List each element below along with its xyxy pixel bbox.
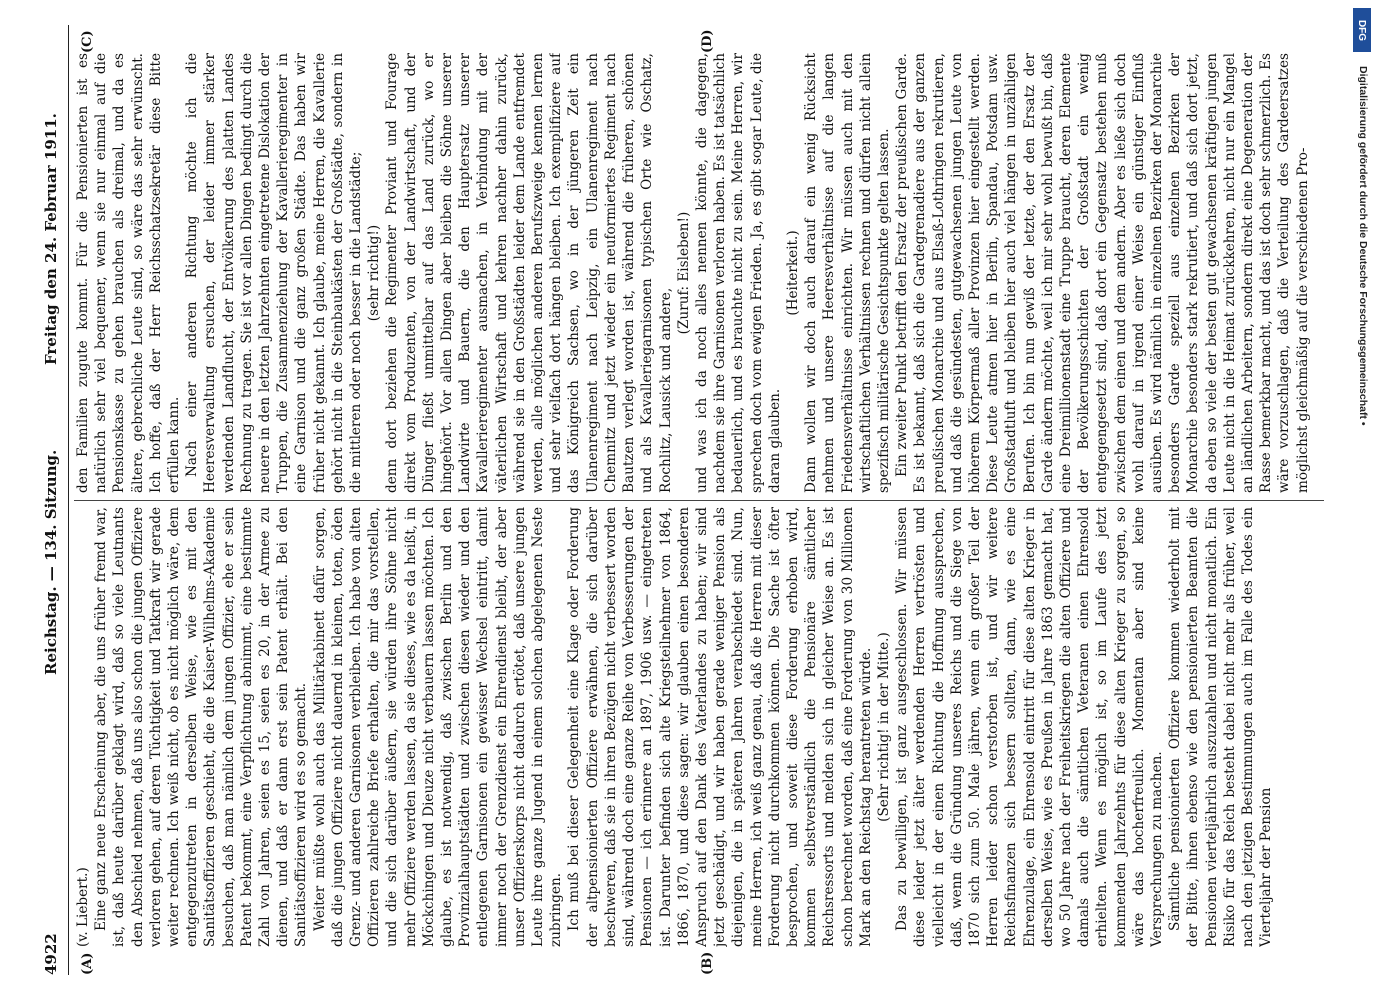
paragraph: Eine ganz neue Erscheinung aber, die uns früher fremd war, ist, daß heute darüber geklagt wird, daß so viele Leutnants den Abschied nehmen, daß uns also schon die jungen Offiziere verloren gehen, auf deren Tüchtigkeit und Tatkraft wir gerade weiter rechnen. Ich weiß nicht, ob es nicht möglich wäre, dem entgegenzutreten in derselben Weise, wie es mit den Sanitätsoffizieren geschieht, die die Kaiser-Wilhelms-Akademie besuchen, daß man nämlich dem jungen Offizier, ehe er sein Patent bekommt, eine Verpflichtung abnimmt, eine bestimmte Zahl von Jahren, seien es 15, seien es 20, in der Armee zu dienen, und daß er dann erst sein Patent erhält. Bei den Sanitätsoffizieren wird es so gemacht. [93, 507, 310, 947]
paragraph: Weiter müßte wohl auch das Militärkabinett dafür sorgen, daß die jungen Offiziere nicht dauernd in kleinen, toten, öden Grenz- und anderen Garnisonen verbleiben. Ich habe von alten Offizieren zahlreiche Briefe erhalten, die mir das vorstellen, und die sich darüber äußern, sie würden ihre Söhne nicht mehr Offiziere werden lassen, da sie dieses, wie es da heißt, in Möckchingen und Dieuze nicht verbauern lassen möchten. Ich glaube, es ist notwendig, daß zwischen Berlin und den Provinzialhauptstädten und zwischen diesen wieder und den entlegenen Garnisonen ein gewisser Wechsel eintritt, damit immer noch der Grenzdienst ein Ehrendienst bleibt, der aber unser Offizierskorps nicht dadurch ertötet, daß unsere jungen Leute ihre ganze Jugend in einem solchen abgelegenen Neste zubringen. [311, 507, 565, 947]
paragraph: Ich muß bei dieser Gelegenheit eine Klage oder Forderung der altpensionierten Offiziere erwähnen, die sich darüber beschweren, daß sie in ihren Bezügen nicht verbessert worden sind, während doch eine ganze Reihe von Verbesserungen der Pensionen — ich erinnere an 1897, 1906 usw. — eingetreten ist. Darunter befinden sich alte Kriegsteilnehmer von 1864, 1866, 1870, und diese sagen: wir glauben einen besonderen Anspruch auf den Dank des Vaterlandes zu haben; wir sind jetzt geschädigt, und wir haben gerade weniger Pension als diejenigen, die in späteren Jahren verabschiedet sind. Nun, meine Herren, ich weiß ganz genau, daß die Herren mit dieser Forderung nicht durchkommen können. Die Sache ist öfter besprochen, und soweit diese Forderung erhoben wird, kommen selbstverständlich die Pensionäre sämtlicher Reichsressorts und melden sich in gleicher Weise an. Es ist schon berechnet worden, daß eine Forderung von 30 Millionen Mark an den Reichstag herantreten würde. [566, 507, 874, 947]
paragraph: den Familien zugute kommt. Für die Pensionierten ist es natürlich sehr viel bequemer, wenn sie nur einmal auf die Pensionskasse zu gehen brauchen als dreimal, und da es ältere, gebrechliche Leute sind, so wäre das sehr erwünscht. Ich hoffe, daß der Herr Reichsschatzsekretär diese Bitte erfüllen kann. [75, 53, 183, 493]
column-divider [74, 500, 1324, 501]
interjection: (sehr richtig!) [366, 224, 383, 322]
rotated-page-content [40, 25, 1336, 975]
interjection: (Zuruf: Eisleben!) [675, 211, 692, 335]
header-right-date: Freitag den 24. Februar 1911. [42, 113, 60, 365]
paragraph: Nach einer anderen Richtung möchte ich die Heeresverwaltung ersuchen, der leider immer stärker werdenden Landflucht, der Entvölkerung des platten Landes Rechnung zu tragen. Sie ist vor allen Dingen bedingt durch die neuere in den letzten Jahrzehnten eingetretene Dislokation der Truppen, die Zusammenziehung der Kavallerieregimenter in eine Garnison und die ganz großen Städte. Das haben wir früher nicht gekannt. Ich glaube, meine Herren, die Kavallerie gehört nicht in die Steinbaukästen der Großstädte, sondern in die mittleren oder noch besser in die Landstädte; [184, 53, 365, 493]
digitization-credit [1349, 8, 1379, 908]
page-header [40, 25, 64, 975]
margin-mark-c: (C) [80, 30, 95, 53]
right-text-column [74, 53, 1324, 493]
speaker-name: (v. Liebert.) [75, 867, 91, 947]
paragraph: denn dort beziehen die Regimenter Proviant und Fourage direkt vom Produzenten, von der Landwirtschaft, und der Dünger fließt unmittelbar auf das Land zurück, wo er hingehört. Vor allen Dingen aber bleiben die Söhne unserer Landwirte und Bauern, die den Hauptersatz unserer Kavallerieregimenter ausmachen, in Verbindung mit der väterlichen Wirtschaft und kehren nachher dahin zurück, während sie in den Großstädten leider dem Lande entfremdet werden, alle möglichen anderen Berufszweige kennen lernen und sehr vielfach dort hängen bleiben. Ich exemplifiziere auf das Königreich Sachsen, wo in der jüngeren Zeit ein Ulanenregiment nach Leipzig, ein Ulanenregiment nach Chemnitz und jetzt wieder ein neuformiertes Regiment nach Bautzen verlegt worden ist, während die früheren, schönen und als Kavalleriegarnisonen typischen Orte wie Oschatz, Rochlitz, Lausick und andere, [384, 53, 674, 493]
dfg-logo-icon: DFG [1353, 8, 1371, 52]
margin-mark-b: (B) [700, 951, 715, 975]
page-number: 4922 [42, 933, 60, 975]
margin-mark-d: (D) [700, 29, 715, 53]
credit-text: Digitalisierung gefördert durch die Deutsche Forschungsgemeinschaft • [1357, 66, 1369, 426]
margin-mark-a: (A) [80, 952, 95, 975]
paragraph: Das zu bewilligen, ist ganz ausgeschlossen. Wir müssen diese leider jetzt älter werdenden Herren vertrösten und vielleicht in der einen Richtung die Hoffnung aussprechen, daß, wenn die Gründung unseres Reichs und die Siege von 1870 sich zum 50. Male jähren, wenn ein großer Teil der Herren leider schon verstorben ist, und wir weitere Reichsfinanzen sich bessern sollten, dann, wie es eine Ehrenzulage, ein Ehrensold eintritt für diese alten Krieger in derselben Weise, wie es Preußen in Jahre 1863 gemacht hat, wo 50 Jahre nach der Freiheitskriegen die alten Offiziere und damals auch die sämtlichen Veteranen einen Ehrensold erhielten. Wenn es möglich ist, so im Laufe des jetzt kommenden Jahrzehnts für diese alten Krieger zu sorgen, so wäre das hocherfreulich. Momentan aber sind keine Versprechungen zu machen. [894, 507, 1165, 947]
interjection: (Sehr richtig! in der Mitte.) [875, 632, 892, 822]
paragraph: Sämtliche pensionierten Offiziere kommen wiederholt mit der Bitte, ihnen ebenso wie den pensionierten Beamten die Pensionen vierteljährlich auszuzahlen und nicht monatlich. Ein Risiko für das Reich besteht dabei nicht mehr als früher, weil nach den jetzigen Bestimmungen auch im Falle des Todes ein Vierteljahr der Pension [1167, 507, 1275, 947]
header-left-title: Reichstag. — 134. Sitzung. [42, 449, 60, 675]
paragraph: Ein zweiter Punkt betrifft den Ersatz der preußischen Garde. Es ist bekannt, daß sich die Gardegrenadiere aus der ganzen preußischen Monarchie und aus Elsaß-Lothringen rekrutieren, und daß die gesündesten, gutgewachsenen jungen Leute von höherem Körpermaß aller Provinzen hier eingestellt werden. Diese Leute atmen hier in Berlin, Spandau, Potsdam usw. Großstadtluft und bleiben hier auch viel hängen in unzähligen Berufen. Ich bin nun gewiß der letzte, der den Ersatz der Garde ändern möchte, weil ich mir sehr wohl bewußt bin, daß eine Dreimillionenstadt eine Truppe braucht, deren Elemente der Bevölkerungsschichten der Großstadt ein wenig entgegengesetzt sind, daß dort ein Gegensatz bestehen muß zwischen dem einen und dem andern. Aber es ließe sich doch wohl darauf in irgend einer Weise ein günstiger Einfluß ausüben. Es wird nämlich in einzelnen Bezirken der Monarchie besonders Garde speziell aus einzelnen Bezirken der Monarchie besonders stark rekrutiert, und daß sich dort jetzt, da eben so viele der besten gut gewachsenen kräftigen jungen Leute nicht in die Heimat zurückkehren, nicht nur ein Mangel an ländlichen Arbeitern, sondern direkt eine Degeneration der Rasse bemerkbar macht, und das ist doch sehr schmerzlich. Es wäre vorzuschlagen, daß die Verteilung des Gardeersatzes möglichst gleichmäßig auf die verschiedenen Pro- [894, 53, 1311, 493]
interjection: (Heiterkeit.) [784, 230, 801, 316]
left-text-column [74, 507, 1324, 947]
header-rule [68, 25, 69, 975]
paragraph: und was ich da noch alles nennen könnte, die dagegen, nachdem sie ihre Garnisonen verloren haben. Es ist tatsächlich bedauerlich, und es brauchte nicht zu sein. Meine Herren, wir sprechen doch vom ewigen Frieden. Ja, es gibt sogar Leute, die daran glauben. [693, 53, 783, 493]
paragraph: Dann wollen wir doch auch darauf ein wenig Rücksicht nehmen und unsere Heeresverhältnisse auf die langen Friedensverhältnisse einrichten. Wir müssen auch mit den wirtschaftlichen Verhältnissen rechnen und dürfen nicht allein spezifisch militärische Gesichtspunkte gelten lassen. [803, 53, 892, 493]
